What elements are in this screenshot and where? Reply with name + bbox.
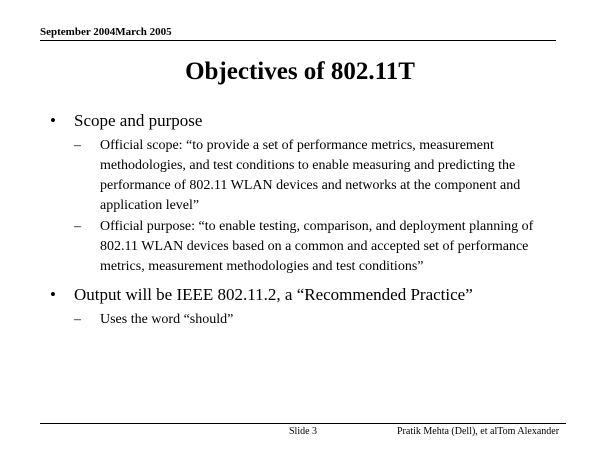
sub-bullet-marker: – — [74, 138, 81, 153]
bullet-item — [48, 110, 568, 132]
sub-bullet-item — [48, 310, 568, 330]
bullet-marker: • — [50, 111, 56, 130]
sub-bullet-text: Uses the word “should” — [100, 312, 234, 327]
footer-divider — [40, 423, 566, 424]
bullet-text: Scope and purpose — [74, 111, 203, 130]
footer-slide-number: Slide 3 — [289, 426, 318, 437]
bullet-item — [48, 284, 568, 306]
bullet-marker: • — [50, 285, 56, 304]
slide-title: Objectives of 802.11T — [185, 58, 415, 85]
sub-bullet-marker: – — [74, 312, 81, 327]
header-divider — [40, 40, 556, 41]
sub-bullet-item — [48, 136, 568, 216]
sub-bullet-item — [48, 217, 568, 277]
bullet-list — [48, 110, 568, 331]
sub-bullet-text: Official purpose: “to enable testing, comparison, and deployment planning of 802.11 WLAN devices based on a common and accepted set of performance metrics, measurement methodologies and test conditions” — [100, 219, 534, 274]
footer-author: Pratik Mehta (Dell), et alTom Alexander — [397, 426, 560, 437]
header-date: September 2004March 2005 — [40, 26, 172, 38]
sub-bullet-marker: – — [74, 219, 81, 234]
sub-bullet-text: Official scope: “to provide a set of performance metrics, measurement methodologies, and test conditions to enable measuring and predicting the performance of 802.11 WLAN devices and networks at the component and application level” — [100, 138, 521, 213]
bullet-text: Output will be IEEE 802.11.2, a “Recommended Practice” — [74, 285, 473, 304]
